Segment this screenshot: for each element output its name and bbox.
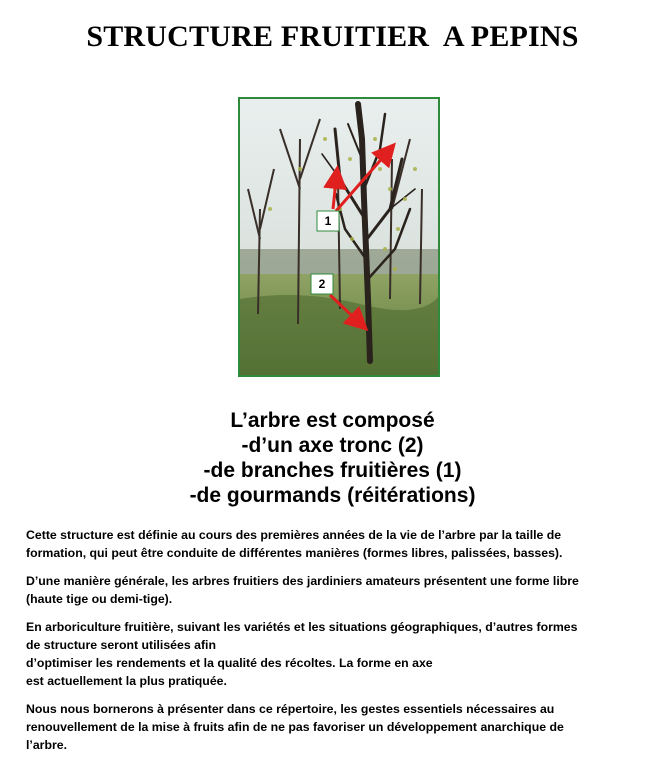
text-line: de structure seront utilisées afin	[26, 638, 216, 652]
text-line: Nous nous bornerons à présenter dans ce répertoire, les gestes essentiels nécessaires au	[26, 702, 555, 716]
text-line: d’optimiser les rendements et la qualité des récoltes. La forme en axe	[26, 656, 433, 670]
paragraph-other-forms	[26, 618, 656, 690]
heading-line: L’arbre est composé	[230, 409, 435, 432]
text-line: D’une manière générale, les arbres fruitiers des jardiniers amateurs présentent une forme libre	[26, 574, 579, 588]
callout-label-2	[311, 274, 333, 294]
tree-composition-heading	[0, 408, 665, 508]
callout-label-1	[317, 211, 339, 231]
paragraph-structure-definition	[26, 526, 656, 562]
tree-illustration	[240, 99, 438, 375]
paragraph-free-form	[26, 572, 656, 608]
heading-line: -d’un axe tronc (2)	[241, 434, 424, 457]
page-title: STRUCTURE FRUITIER A PEPINS	[86, 20, 579, 53]
heading-line: -de branches fruitières (1)	[203, 459, 462, 482]
paragraph-repertoire	[26, 700, 656, 754]
svg-text:1: 1	[324, 214, 332, 228]
tree-photo	[238, 97, 440, 377]
text-line: En arboriculture fruitière, suivant les variétés et les situations géographiques, d’autres formes	[26, 620, 578, 634]
text-line: (haute tige ou demi-tige).	[26, 592, 173, 606]
text-line: formation, qui peut être conduite de différentes manières (formes libres, palissées, basses).	[26, 546, 563, 560]
heading-line: -de gourmands (réitérations)	[189, 484, 476, 507]
text-line: l’arbre.	[26, 738, 68, 752]
text-line: Cette structure est définie au cours des premières années de la vie de l’arbre par la taille de	[26, 528, 562, 542]
body-text	[26, 526, 656, 764]
text-line: est actuellement la plus pratiquée.	[26, 674, 227, 688]
svg-text:2: 2	[318, 277, 326, 291]
text-line: renouvellement de la mise à fruits afin de ne pas favoriser un développement anarchique de	[26, 720, 564, 734]
